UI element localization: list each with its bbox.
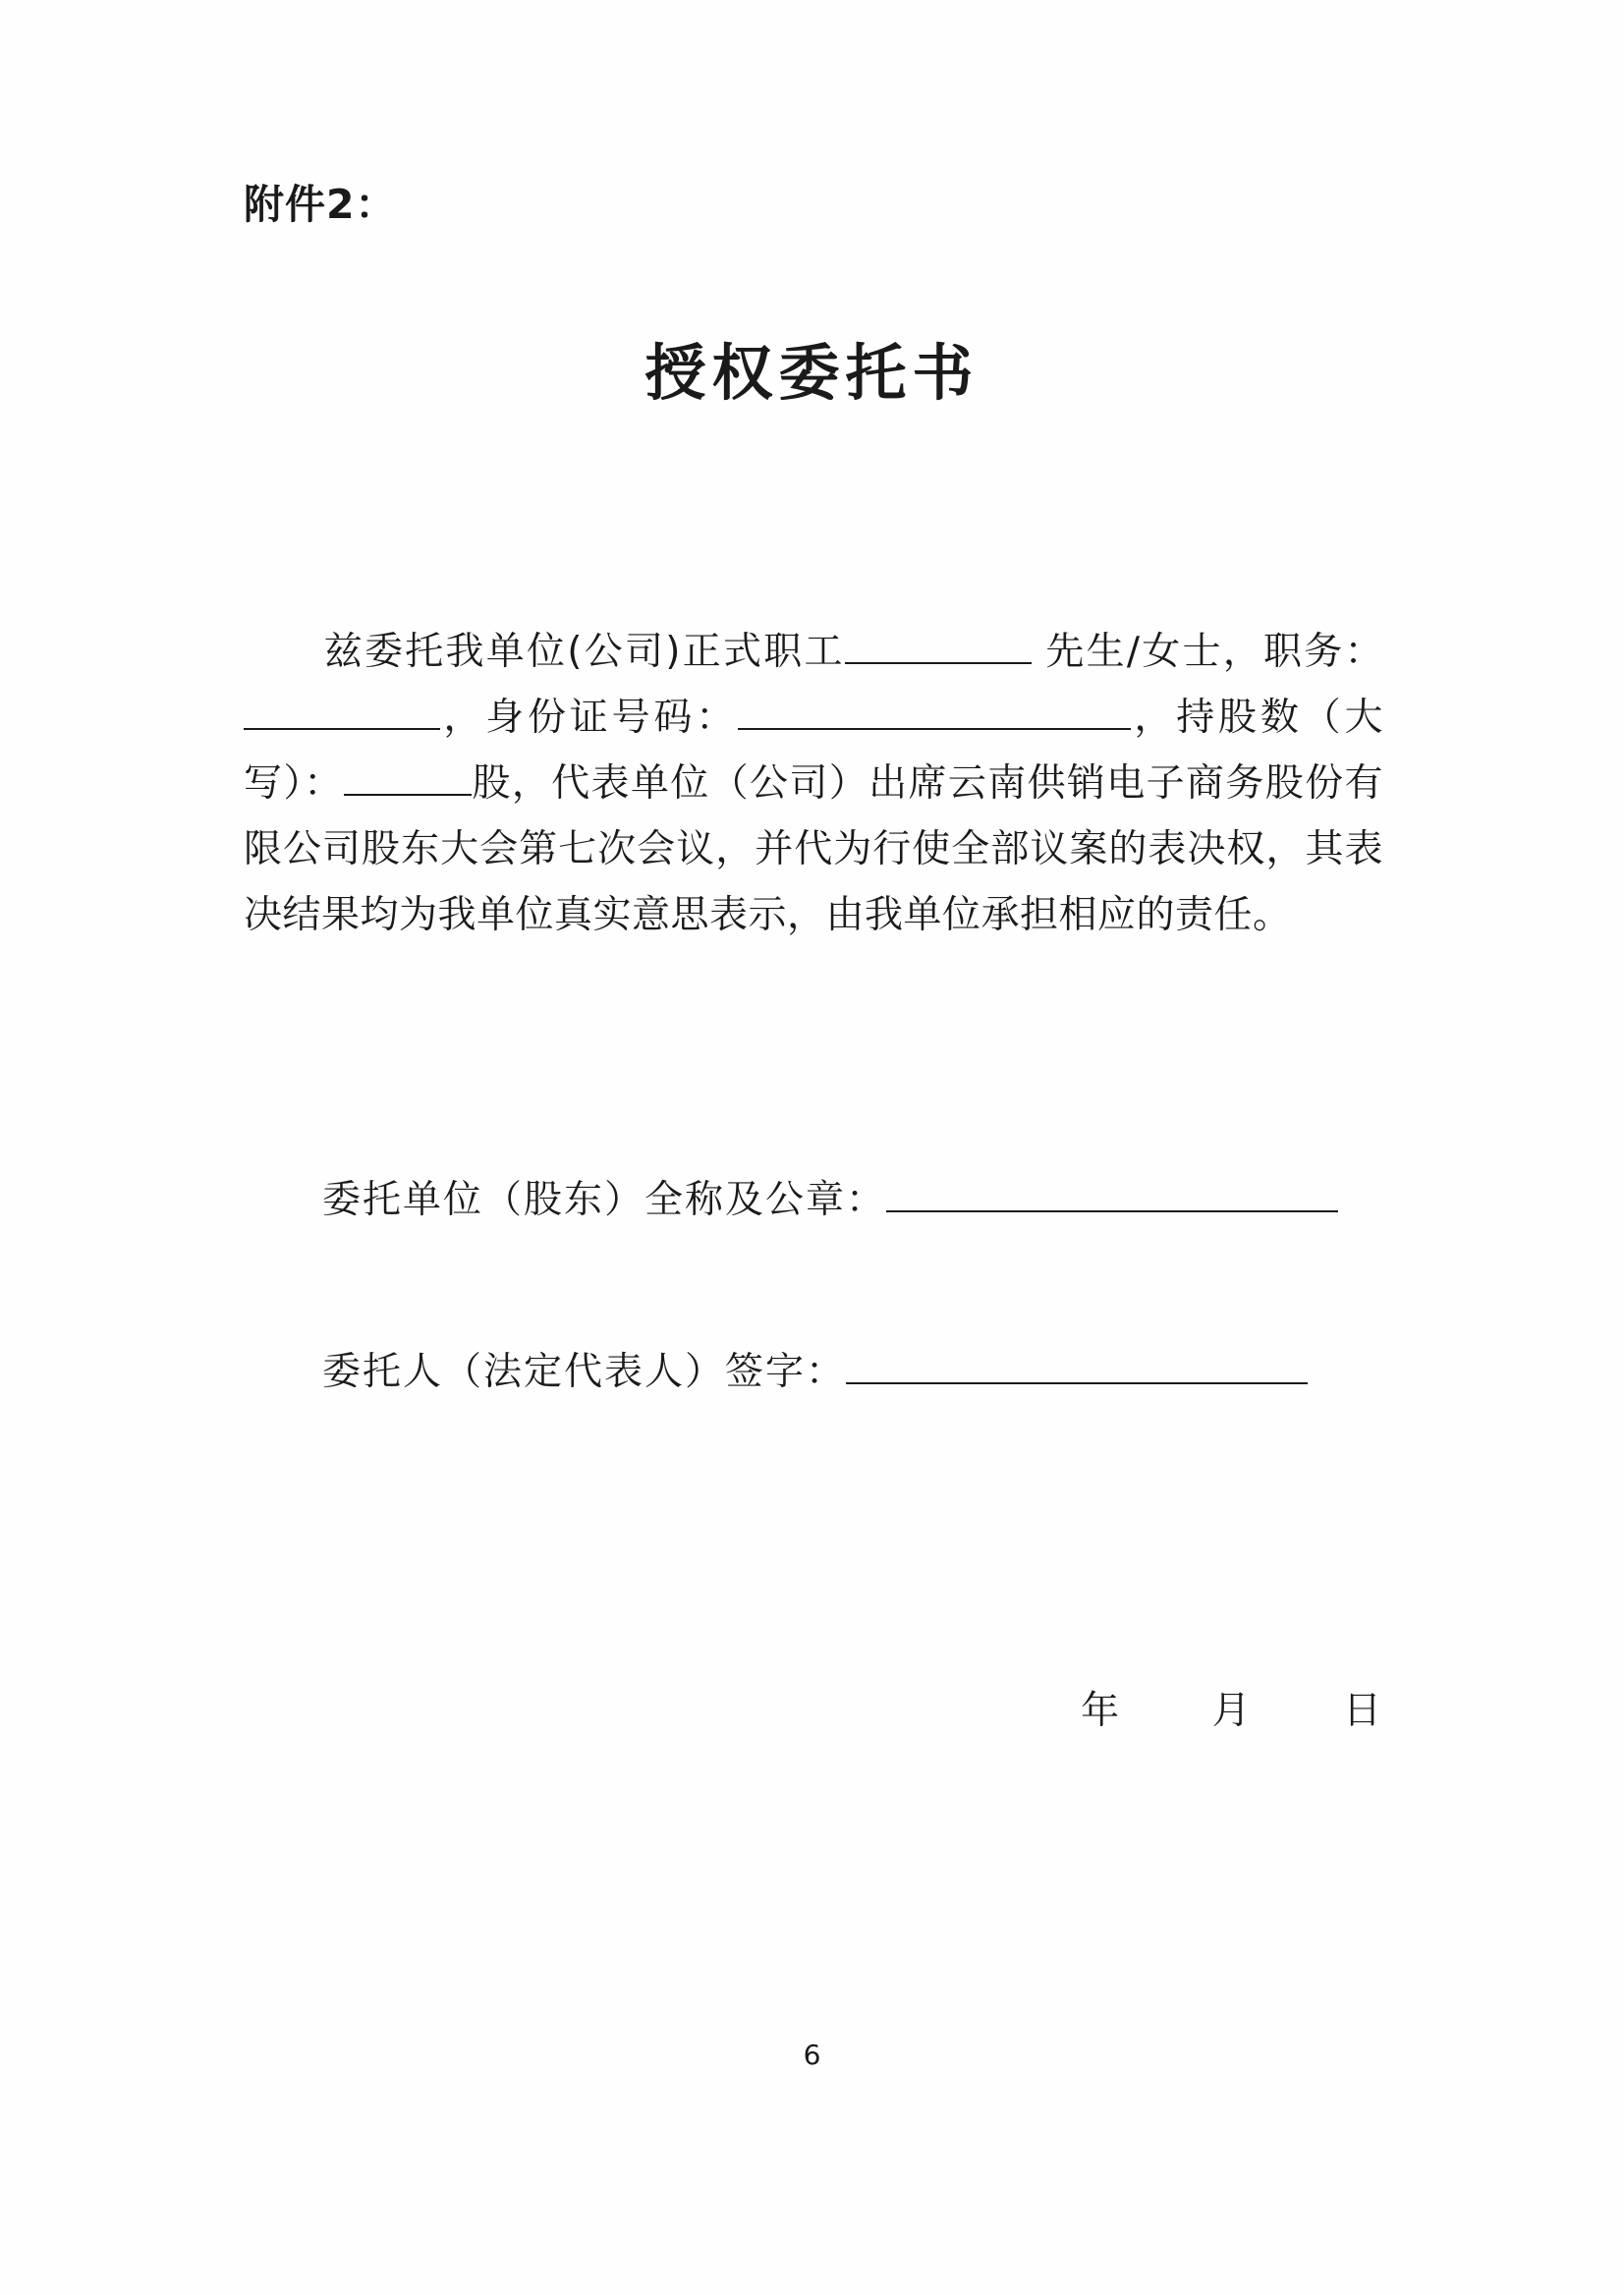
- authorization-body: [244, 619, 1383, 948]
- paragraph-segment-3: ，身份证号码：: [440, 696, 739, 741]
- signature-person-blank[interactable]: [846, 1353, 1308, 1384]
- paragraph-segment-5: 股，代表单位（公司）出席云南供销电子商务股份有限公司股东大会第七次会议，并代为行使全部议案的表决权，其表决结果均为我单位真实意思表示，由我单位承担相应的责任。: [244, 761, 1383, 938]
- signature-person-row: [244, 1341, 1383, 1396]
- employee-name-blank[interactable]: [845, 629, 1032, 664]
- signature-entity-label: 委托单位（股东）全称及公章：: [322, 1178, 887, 1222]
- body-paragraph: [244, 619, 1383, 948]
- page-number: 6: [803, 2039, 821, 2071]
- date-row: [244, 1680, 1383, 1735]
- attachment-label: 附件2：: [244, 181, 397, 228]
- date-day-label: 日: [1342, 1689, 1383, 1733]
- signature-entity-blank[interactable]: [886, 1181, 1338, 1212]
- date-year-label: 年: [1081, 1689, 1122, 1733]
- page-title: 授权委托书: [644, 337, 980, 409]
- signature-person-label: 委托人（法定代表人）签字：: [322, 1350, 847, 1394]
- position-blank[interactable]: [244, 695, 440, 730]
- paragraph-segment-4: ，持股数（大写）：: [244, 696, 1383, 807]
- id-number-blank[interactable]: [738, 695, 1131, 730]
- shares-blank[interactable]: [344, 760, 472, 796]
- date-month-label: 月: [1211, 1689, 1253, 1733]
- signature-entity-row: [244, 1169, 1383, 1224]
- paragraph-segment-1: 兹委托我单位(公司)正式职工: [322, 630, 845, 674]
- paragraph-segment-2: 先生/女士，职务：: [1045, 630, 1384, 674]
